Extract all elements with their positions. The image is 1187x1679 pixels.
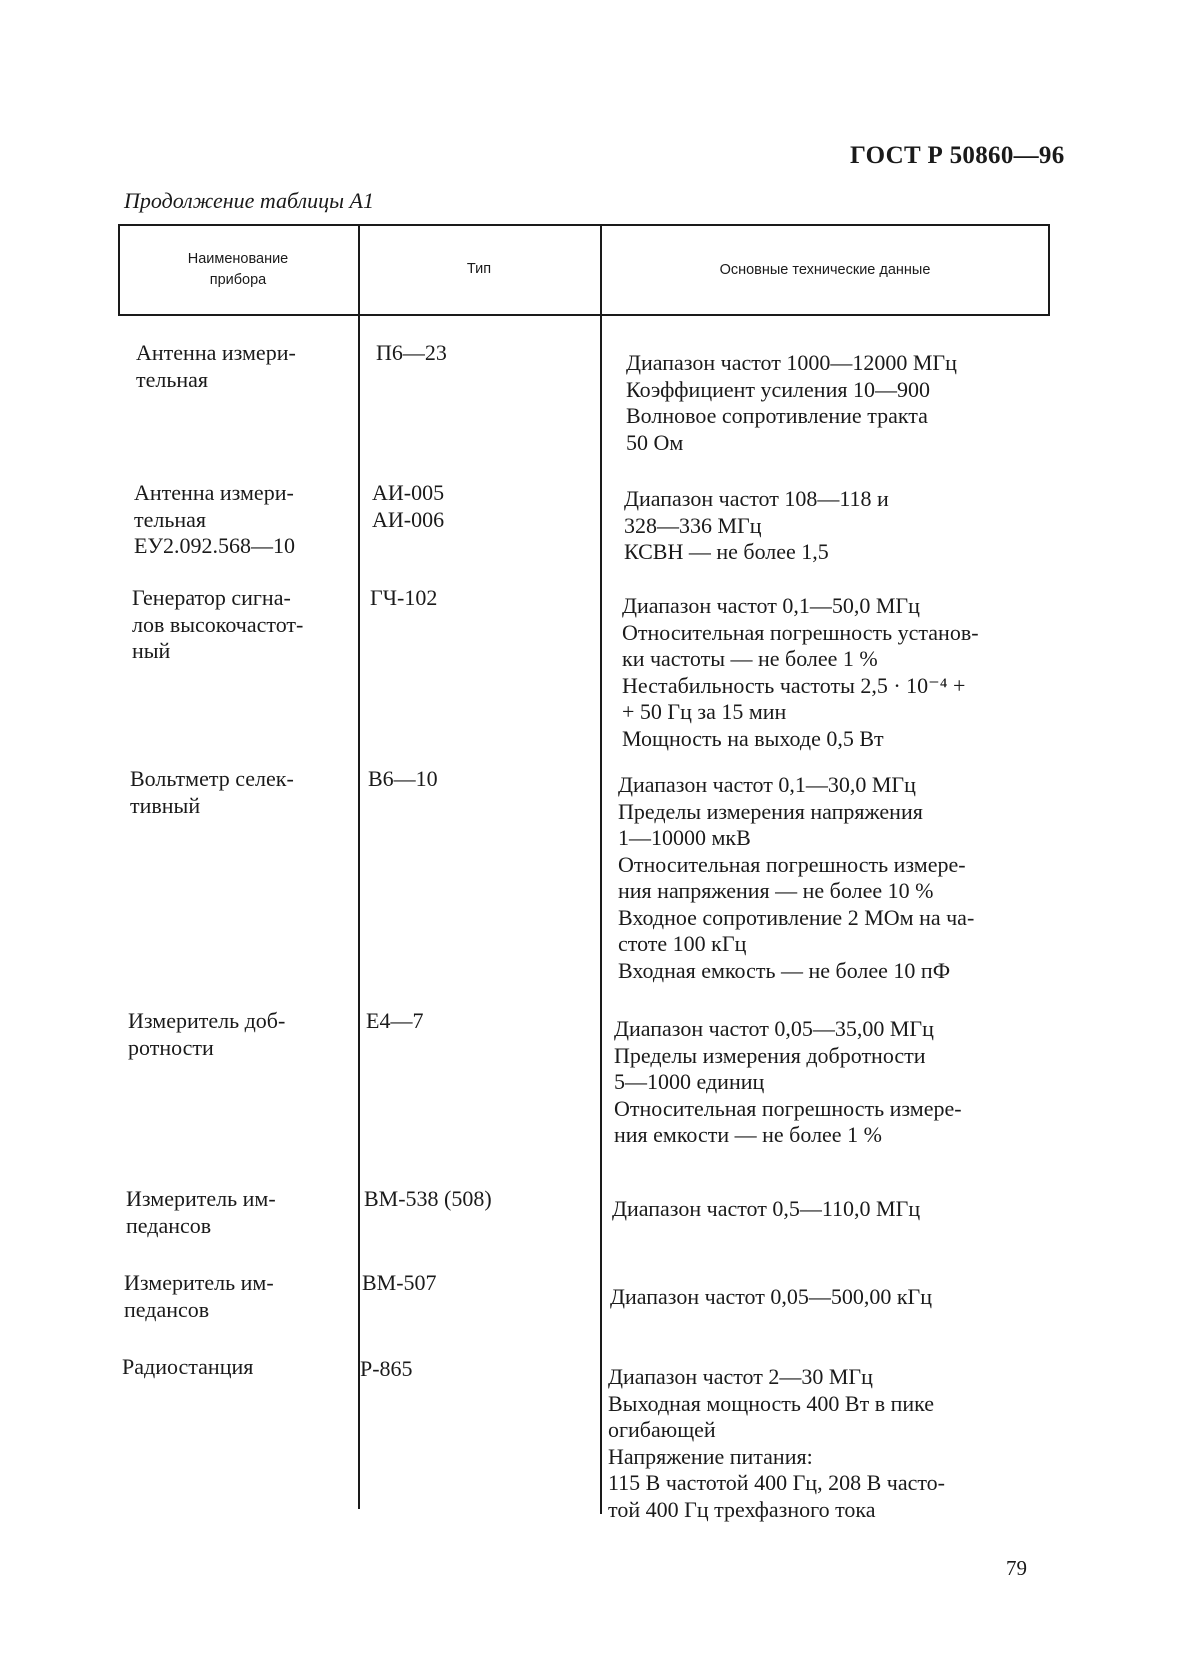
row-2-type: АИ-005 АИ-006 — [372, 480, 445, 532]
row-7-specs: Диапазон частот 0,05—500,00 кГц — [610, 1284, 933, 1309]
row-4-specs: Диапазон частот 0,1—30,0 МГц Пределы измерения напряжения 1—10000 мкВ Относительная погрешность измере- ния напряжения — не более 10 % Входное сопротивление 2 МОм на ча- стоте 100 кГц Входная емкость — не более 10 пФ — [618, 772, 975, 983]
row-5-type: Е4—7 — [366, 1008, 424, 1033]
row-6-name: Измеритель им- педансов — [126, 1186, 276, 1238]
row-7-name: Измеритель им- педансов — [124, 1270, 274, 1322]
data-table — [118, 224, 1050, 1522]
row-4-name: Вольтметр селек- тивный — [130, 766, 294, 818]
row-8-name: Радиостанция — [122, 1354, 254, 1379]
row-6-type: ВМ-538 (508) — [364, 1186, 492, 1211]
row-3-name: Генератор сигна- лов высокочастот- ный — [132, 585, 304, 663]
table-caption: Продолжение таблицы А1 — [124, 188, 374, 213]
header-bottom-rule — [118, 314, 1050, 316]
row-5-specs: Диапазон частот 0,05—35,00 МГц Пределы измерения добротности 5—1000 единиц Относительная погрешность измере- ния емкости — не более 1 % — [614, 1016, 962, 1147]
page-number: 79 — [1006, 1556, 1027, 1580]
table-top-rule — [118, 224, 1050, 226]
column-rule-right — [1048, 224, 1050, 316]
column-rule-type-specs — [600, 224, 602, 1514]
column-rule-name-type — [358, 224, 360, 1509]
row-7-type: ВМ-507 — [362, 1270, 437, 1295]
row-1-type: П6—23 — [376, 340, 447, 365]
column-header-specs: Основные технические данные — [719, 262, 931, 278]
row-5-name: Измеритель доб- ротности — [128, 1008, 286, 1060]
row-3-type: ГЧ-102 — [370, 585, 438, 610]
row-2-name: Антенна измери- тельная ЕУ2.092.568—10 — [134, 480, 296, 558]
column-header-type: Тип — [466, 261, 492, 277]
column-header-name: Наименование прибора — [187, 251, 289, 288]
document-code: ГОСТ Р 50860—96 — [850, 142, 1065, 169]
row-8-type: Р-865 — [360, 1356, 413, 1381]
row-6-specs: Диапазон частот 0,5—110,0 МГц — [612, 1196, 921, 1221]
column-rule-left — [118, 224, 120, 316]
row-1-name: Антенна измери- тельная — [136, 340, 296, 392]
row-1-specs: Диапазон частот 1000—12000 МГц Коэффициент усиления 10—900 Волновое сопротивление тракта 50 Ом — [626, 350, 957, 455]
row-3-specs: Диапазон частот 0,1—50,0 МГц Относительная погрешность установ- ки частоты — не более 1 % Нестабильность частоты 2,5 · 10⁻⁴ + + 50 Гц за 15 мин Мощность на выходе 0,5 Вт — [622, 593, 979, 751]
row-4-type: В6—10 — [368, 766, 438, 791]
row-2-specs: Диапазон частот 108—118 и 328—336 МГц КСВН — не более 1,5 — [624, 486, 889, 564]
row-8-specs: Диапазон частот 2—30 МГц Выходная мощность 400 Вт в пике огибающей Напряжение питания: 115 В частотой 400 Гц, 208 В часто- той 400 Гц трехфазного тока — [608, 1364, 945, 1522]
